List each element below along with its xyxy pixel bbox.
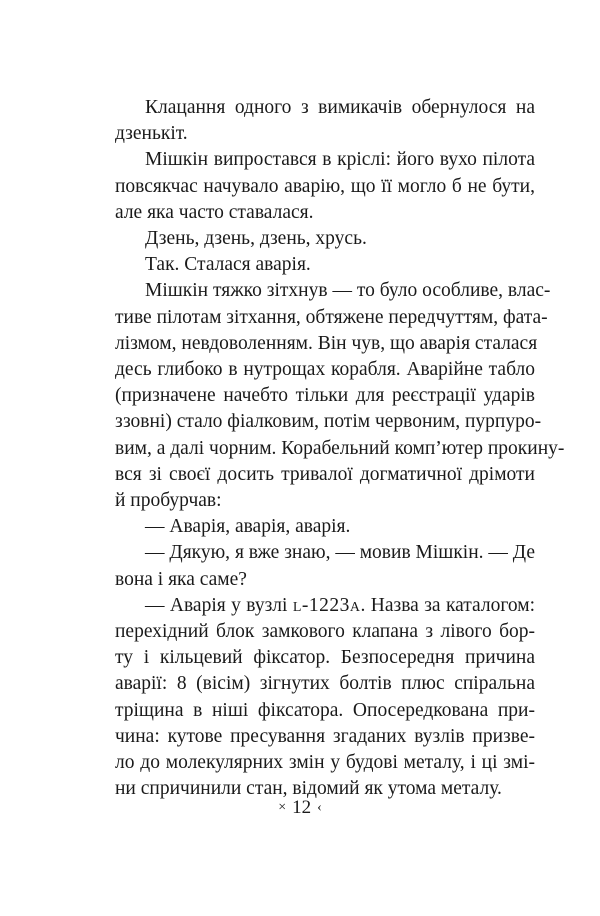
text-line: перехідний блок замкового клапана з лівого бор- — [115, 621, 535, 643]
folio-ornament-left-icon: × — [278, 799, 287, 815]
text-line: вся зі своєї досить тривалої догматичної дрімоти — [115, 463, 535, 485]
text-line: й пробурчав: — [115, 490, 222, 512]
text-line: Мішкін тяжко зітхнув — то було особливе, влас- — [145, 280, 551, 302]
text-line: аварії: 8 (вісім) зігнутих болтів плюс спіральна — [115, 673, 535, 695]
text-line: ззовні) стало фіалковим, потім червоним, пурпуро- — [115, 411, 542, 433]
text-line — [115, 593, 535, 619]
folio-ornament-right-icon: ‹ — [317, 799, 322, 815]
text-line: дзенькіт. — [115, 123, 188, 145]
text-line: повсякчас начувало аварію, що її могло б не бути, — [115, 175, 535, 197]
body-text — [115, 95, 565, 802]
text-line: тиве пілотам зітхання, обтяжене передчуттям, фата- — [115, 306, 548, 328]
text-line: Так. Сталася аварія. — [145, 254, 311, 276]
text-fragment: . Назва за каталогом: — [360, 594, 536, 616]
text-line: лізмом, невдоволенням. Він чув, що аварія сталася — [115, 332, 538, 354]
text-line: ло до молекулярних змін у будові металу, і ці змі- — [115, 752, 535, 774]
text-line: десь глибоко в нутрощах корабля. Аварійне табло — [115, 359, 535, 381]
text-line: ни спричинили стан, відомий як утома металу. — [115, 778, 502, 800]
text-line: ту і кільцевий фіксатор. Безпосередня причина — [115, 647, 535, 669]
text-fragment: — Аварія у вузлі — [145, 594, 293, 616]
text-line: — Дякую, я вже знаю, — мовив Мішкін. — Де — [145, 542, 535, 564]
text-line: Дзень, дзень, дзень, хрусь. — [145, 228, 367, 250]
page-number: 12 — [292, 797, 312, 818]
text-line: тріщина в ніші фіксатора. Опосередкована при- — [115, 699, 535, 721]
text-line: Клацання одного з вимикачів обернулося на — [145, 97, 535, 118]
text-line: Мішкін випростався в кріслі: його вухо пілота — [145, 149, 535, 171]
text-line: (призначене начебто тільки для реєстрації ударів — [115, 385, 535, 407]
text-line: вим, а далі чорним. Корабельний комп’ютер прокину- — [115, 437, 565, 459]
page-number-footer — [0, 796, 600, 821]
text-line: вона і яка саме? — [115, 568, 247, 590]
text-line: але яка часто ставалася. — [115, 201, 314, 223]
catalog-code: l-1223a — [292, 594, 361, 616]
text-line: — Аварія, аварія, аварія. — [145, 516, 351, 538]
text-line: чина: кутове пресування згаданих вузлів призве- — [115, 725, 535, 747]
